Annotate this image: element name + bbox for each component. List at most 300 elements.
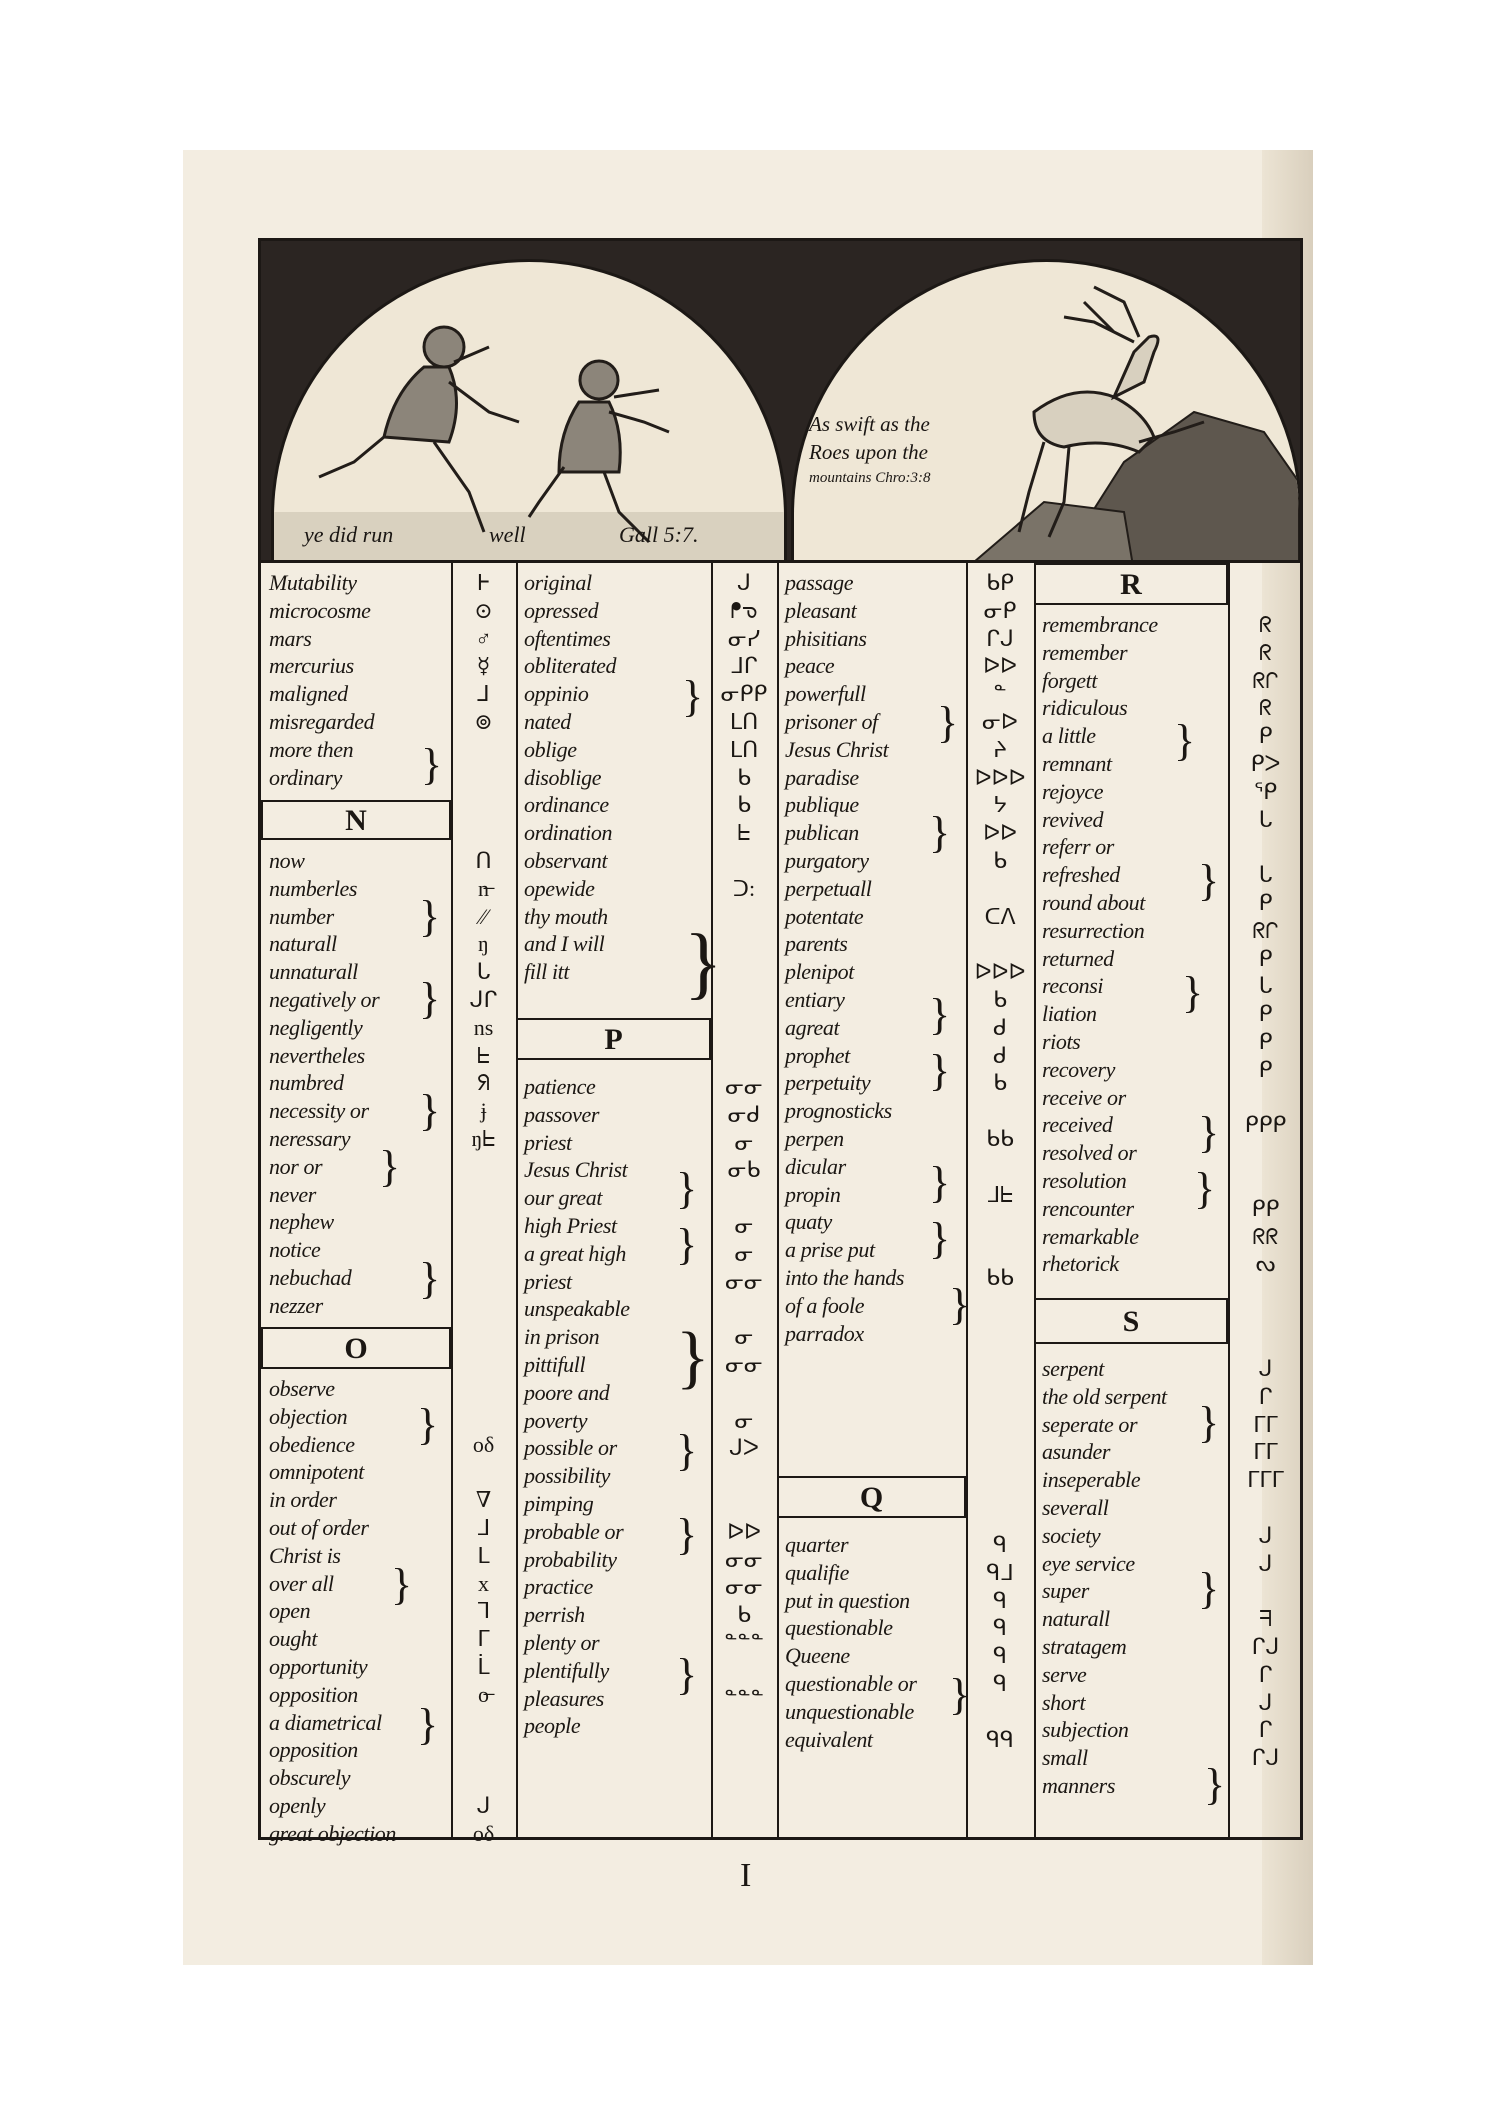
shorthand-glyph: ♂: [475, 625, 492, 651]
shorthand-glyphs: [711, 569, 777, 903]
brace-mark: }: [1182, 968, 1204, 1017]
brace-mark: }: [929, 1214, 951, 1263]
brace-mark: }: [676, 1510, 698, 1559]
brace-mark: }: [391, 1560, 413, 1609]
brace-mark: }: [419, 1254, 441, 1303]
shorthand-glyph: ᓂ: [734, 1212, 754, 1238]
word-entry: riots: [1042, 1028, 1081, 1054]
word-entry: prophet: [785, 1042, 850, 1068]
word-entry: opewide: [524, 875, 595, 901]
shorthand-glyph: ∇: [475, 1487, 492, 1513]
word-entry: revived: [1042, 806, 1104, 832]
shorthand-glyph: ᓐᓐᓐ: [724, 1685, 764, 1711]
section-letter: O: [344, 1332, 368, 1365]
word-entry: quarter: [785, 1532, 849, 1557]
col3-Q-list: [785, 1531, 960, 1753]
shorthand-glyph: ᑭᐳ: [1250, 750, 1281, 776]
shorthand-glyph: ᑯ: [993, 1042, 1007, 1068]
shorthand-glyphs: [451, 1375, 516, 1848]
shorthand-glyph: [451, 1764, 516, 1792]
shorthand-glyph: ᑲ: [993, 847, 1007, 873]
brace-mark: }: [1198, 1564, 1220, 1613]
shorthand-glyph: ᑲᑭ: [986, 570, 1014, 595]
shorthand-glyph: ᑭ: [1258, 1056, 1273, 1082]
word-entry: possibility: [524, 1463, 611, 1489]
word-entry: ridiculous: [1042, 695, 1128, 721]
column-3: [777, 563, 971, 1837]
word-entry: phisitians: [785, 625, 867, 651]
shorthand-glyph: ɉ: [480, 1098, 487, 1124]
shorthand-glyph: ᐅᐅᐅ: [974, 959, 1026, 985]
shorthand-glyph: x: [478, 1570, 489, 1596]
word-entry: never: [269, 1181, 316, 1207]
word-entry: original: [524, 570, 592, 595]
shorthand-glyph: ⅃: [477, 681, 490, 707]
shorthand-glyph: [711, 1462, 777, 1490]
left-caption-2: well: [489, 522, 526, 547]
shorthand-glyph: ᔭ: [993, 792, 1007, 818]
shorthand-glyph: [966, 1698, 1034, 1726]
section-header-P: [516, 1018, 711, 1060]
word-entry: returned: [1042, 945, 1114, 971]
word-entry: pleasures: [524, 1685, 604, 1711]
word-entry: parradox: [785, 1320, 864, 1346]
word-entry: eye service: [1042, 1550, 1135, 1576]
word-entry: questionable: [785, 1615, 893, 1641]
word-entry: rhetorick: [1042, 1251, 1119, 1277]
brace-mark: }: [1204, 1760, 1226, 1809]
shorthand-glyph: ᑯ: [993, 1014, 1007, 1040]
word-entry: priest: [524, 1268, 572, 1294]
word-entry: the old serpent: [1042, 1383, 1167, 1409]
shorthand-glyph: ᒪᑎ: [729, 736, 759, 762]
word-entry: subjection: [1042, 1717, 1129, 1743]
shorthand-glyph: ᒋ: [1258, 1383, 1273, 1409]
brace-mark: }: [929, 1158, 951, 1207]
word-entry: refreshed: [1042, 862, 1120, 888]
word-entry: in order: [269, 1487, 337, 1513]
word-entry: objection: [269, 1403, 348, 1429]
word-entry: resurrection: [1042, 917, 1145, 943]
word-entry: a diametrical: [269, 1709, 382, 1735]
word-entry: opportunity: [269, 1653, 368, 1679]
word-entry: nebuchad: [269, 1264, 352, 1290]
shorthand-glyph: ᒍ: [737, 570, 751, 595]
word-entry: nevertheles: [269, 1042, 365, 1068]
shorthand-glyph: ᒐ: [1258, 806, 1273, 832]
brace-mark: }: [1198, 1108, 1220, 1157]
shorthand-glyph: ᓂᑯ: [727, 1101, 761, 1127]
shorthand-glyph: ᓂ: [734, 1324, 754, 1350]
brace-mark: }: [379, 1142, 401, 1191]
word-entry: patience: [524, 1074, 596, 1099]
shorthand-glyph: ᑫ: [993, 1670, 1007, 1696]
shorthand-glyph: ᒋᒍ: [986, 625, 1014, 651]
shorthand-glyph: [711, 847, 777, 875]
right-caption-2: Roes upon the: [809, 440, 928, 464]
shorthand-glyph: ᒍ: [1258, 1689, 1273, 1715]
word-entry: ordinary: [269, 764, 342, 790]
shorthand-glyph: ᐅᐅ: [727, 1518, 761, 1544]
shorthand-glyph: ᑎ: [475, 848, 492, 873]
shorthand-glyph: ᑭ: [1258, 723, 1273, 749]
word-entry: super: [1042, 1578, 1089, 1604]
shorthand-glyph: ᒍᒋ: [469, 986, 498, 1012]
shorthand-glyph: ⊙: [474, 597, 493, 623]
word-entry: obliterated: [524, 653, 617, 679]
shorthand-glyph: ᑲ: [737, 792, 751, 818]
shorthand-glyph: ᐅᐅ: [983, 653, 1017, 679]
word-entry: naturall: [1042, 1606, 1110, 1632]
word-entry: referr or: [1042, 834, 1114, 860]
shorthand-glyph: ᓂᓂ: [725, 1574, 763, 1600]
word-entry: necessity or: [269, 1098, 369, 1124]
shorthand-glyph: [451, 1709, 516, 1737]
shorthand-glyph: [451, 764, 516, 792]
section-letter: R: [1120, 568, 1142, 601]
brace-mark: }: [1174, 716, 1196, 765]
word-entry: our great: [524, 1185, 603, 1211]
word-entry: inseperable: [1042, 1467, 1141, 1493]
shorthand-glyph: ᖇᒋ: [1252, 667, 1279, 693]
section-header-Q: [777, 1476, 966, 1518]
word-entry: a prise put: [785, 1237, 875, 1263]
brace-mark: }: [949, 1670, 971, 1719]
word-entry: prisoner of: [785, 708, 878, 734]
shorthand-glyph: ᒪᑎ: [729, 708, 759, 734]
word-entry: rejoyce: [1042, 778, 1104, 804]
shorthand-glyph: ᒫ: [477, 1653, 490, 1679]
shorthand-glyph: ᑐ:: [732, 875, 756, 901]
word-entry: stratagem: [1042, 1633, 1127, 1659]
shorthand-glyph: [711, 1490, 777, 1518]
shorthand-glyph: ᓂᑭᑭ: [720, 681, 768, 707]
word-entry: naturall: [269, 931, 337, 957]
shorthand-glyphs: [1228, 1355, 1303, 1772]
brace-mark: }: [929, 808, 951, 857]
shorthand-glyphs: [1228, 611, 1303, 1278]
word-entry: seperate or: [1042, 1411, 1138, 1437]
word-entry: open: [269, 1598, 311, 1624]
shorthand-glyph: [1228, 1577, 1303, 1605]
word-entry: remembrance: [1042, 612, 1158, 637]
word-entry: nated: [524, 708, 571, 734]
shorthand-glyph: ᓂᓂ: [725, 1351, 763, 1377]
word-entry: unnaturall: [269, 959, 358, 985]
shorthand-glyph: ᓐ: [993, 681, 1007, 707]
shorthand-glyph: ns: [473, 1014, 494, 1040]
word-entry: Mutability: [269, 570, 357, 595]
word-entry: Christ is: [269, 1542, 341, 1568]
word-entry: negatively or: [269, 986, 380, 1012]
word-entry: remnant: [1042, 750, 1112, 776]
brace-mark: }: [676, 1650, 698, 1699]
shorthand-column-4: [1228, 563, 1303, 1837]
shorthand-glyphs: [966, 569, 1034, 1292]
brace-mark: }: [929, 990, 951, 1039]
word-entry: fill itt: [524, 959, 570, 985]
shorthand-glyph: [966, 1208, 1034, 1236]
word-entry: resolved or: [1042, 1140, 1137, 1166]
shorthand-glyph: ☿: [476, 653, 491, 679]
shorthand-glyph: ᑫ: [993, 1587, 1007, 1613]
shorthand-glyph: ᒐ: [476, 959, 491, 985]
shorthand-glyph: ᑫᑫ: [986, 1726, 1014, 1752]
word-entry: agreat: [785, 1014, 840, 1040]
word-entry: put in question: [785, 1587, 910, 1613]
shorthand-glyph: oδ: [472, 1431, 495, 1457]
shorthand-glyph: ᑲ: [993, 1070, 1007, 1096]
word-entry: remember: [1042, 639, 1128, 665]
shorthand-column-3: [966, 563, 1034, 1837]
shorthand-glyph: ᓂ: [734, 1407, 754, 1433]
word-entry: a great high: [524, 1240, 626, 1266]
shorthand-glyph: [1228, 1167, 1303, 1195]
shorthand-glyph: ᖶ: [476, 1042, 491, 1068]
brace-mark: }: [949, 1280, 971, 1329]
brace-mark: }: [682, 672, 704, 721]
word-entry: manners: [1042, 1772, 1115, 1798]
shorthand-glyph: ᑭ: [1258, 1028, 1273, 1054]
word-entry: observant: [524, 847, 608, 873]
word-entry: publican: [785, 820, 859, 846]
word-entry: numbred: [269, 1070, 344, 1096]
shorthand-glyph: ᓂ: [734, 1240, 754, 1266]
word-entry: unquestionable: [785, 1698, 914, 1724]
section-header-R: [1034, 563, 1228, 605]
word-entry: dicular: [785, 1153, 846, 1179]
word-entry: equivalent: [785, 1726, 873, 1752]
word-entry: omnipotent: [269, 1459, 364, 1485]
shorthand-column-2: [711, 563, 777, 1837]
shorthand-glyph: [711, 1184, 777, 1212]
word-entry: opposition: [269, 1681, 358, 1707]
shorthand-glyph: [1228, 833, 1303, 861]
word-entry: perrish: [524, 1602, 585, 1628]
shorthand-glyph: n̶: [478, 875, 489, 901]
word-entry: number: [269, 903, 334, 929]
shorthand-glyph: ᑲ: [993, 986, 1007, 1012]
word-entry: Jesus Christ: [524, 1157, 628, 1183]
shorthand-glyph: ᑭᑭᑭ: [1244, 1112, 1287, 1138]
engraved-banner: [258, 238, 1303, 563]
word-entry: resolution: [1042, 1167, 1127, 1193]
brace-mark: }: [937, 698, 959, 747]
shorthand-glyph: Ꮀ: [477, 570, 490, 595]
shorthand-glyph: ᒧᖶ: [986, 1181, 1014, 1207]
word-entry: short: [1042, 1689, 1086, 1715]
brace-mark: }: [676, 1220, 698, 1269]
word-entry: numberles: [269, 875, 358, 901]
shorthand-glyph: ᑫ: [993, 1532, 1007, 1557]
word-entry: over all: [269, 1570, 334, 1596]
word-entry: practice: [524, 1574, 593, 1600]
shorthand-glyph: ᒧ: [476, 1514, 491, 1540]
shorthand-glyph: ᓂᓂ: [725, 1074, 763, 1099]
word-entry: severall: [1042, 1494, 1109, 1520]
brace-mark: }: [419, 1086, 441, 1135]
word-entry: Queene: [785, 1643, 850, 1669]
shorthand-glyph: ŋ: [478, 931, 489, 957]
page-number: I: [740, 1856, 752, 1893]
word-entry: purgatory: [785, 847, 869, 873]
shorthand-glyph: ᒥᒥ: [1253, 1411, 1278, 1437]
shorthand-glyph: [711, 1295, 777, 1323]
word-entry: ought: [269, 1626, 318, 1652]
shorthand-glyph: ⁄⁄: [479, 903, 488, 929]
word-entry: plentifully: [524, 1657, 609, 1683]
column-2: [516, 563, 723, 1837]
shorthand-glyph: ᒪ: [477, 1542, 490, 1568]
word-entry: poverty: [524, 1407, 588, 1433]
shorthand-glyph: ᑫ: [993, 1643, 1007, 1669]
word-entry: observe: [269, 1376, 335, 1401]
shorthand-glyph: ᑫᒧ: [986, 1559, 1014, 1585]
shorthand-glyph: [1228, 1139, 1303, 1167]
section-header-S: [1034, 1298, 1228, 1344]
word-entry: unspeakable: [524, 1296, 630, 1322]
shorthand-glyph: ᒋᒍ: [1251, 1745, 1280, 1771]
shorthand-glyph: [966, 1236, 1034, 1264]
shorthand-glyphs: [711, 1073, 777, 1712]
shorthand-glyph: ᒥ: [477, 1626, 490, 1652]
word-entry: negligently: [269, 1014, 363, 1040]
word-entry: reconsi: [1042, 973, 1104, 999]
word-entry: qualifie: [785, 1559, 850, 1585]
shorthand-glyph: ᓂᐅ: [982, 708, 1018, 734]
word-entry: pittifull: [524, 1351, 586, 1377]
shorthand-glyph: ᖇ: [1258, 612, 1273, 637]
word-entry: propin: [785, 1181, 841, 1207]
word-entry: recovery: [1042, 1056, 1115, 1082]
shorthand-glyph: ᖷ: [1258, 1606, 1273, 1632]
word-entry: potentate: [785, 903, 864, 929]
running-men-engraving: [274, 262, 784, 563]
shorthand-glyph: ᑭᑭ: [1251, 1195, 1280, 1221]
shorthand-glyph: ᐅᐅᐅ: [974, 764, 1026, 790]
shorthand-glyph: [451, 736, 516, 764]
left-caption-1: ye did run: [304, 522, 394, 547]
shorthand-glyph: ᒐ: [1258, 862, 1273, 888]
section-letter: P: [604, 1023, 623, 1056]
shorthand-glyph: [451, 1403, 516, 1431]
shorthand-glyph: ᑭ: [1258, 889, 1273, 915]
word-entry: now: [269, 848, 305, 873]
brace-mark: }: [676, 1426, 698, 1475]
word-entry: possible or: [524, 1435, 617, 1461]
word-entry: plenipot: [785, 959, 854, 985]
word-entry: questionable or: [785, 1670, 917, 1696]
word-entry: a little: [1042, 723, 1096, 749]
shorthand-glyph: ᒥᒥ: [1253, 1439, 1278, 1465]
word-entry: pimping: [524, 1490, 594, 1516]
shorthand-glyph: ᓂᓂ: [725, 1546, 763, 1572]
word-entry: great objection: [269, 1820, 396, 1846]
right-arch-illustration: [791, 259, 1302, 563]
brace-mark: }: [676, 1164, 698, 1213]
word-entry: ordination: [524, 820, 613, 846]
brace-mark: }: [419, 974, 441, 1023]
word-entry: passover: [524, 1101, 600, 1127]
word-entry: out of order: [269, 1514, 369, 1540]
shorthand-glyphs: [451, 569, 516, 791]
shorthand-glyph: [711, 1379, 777, 1407]
right-caption-1: As swift as the: [809, 412, 930, 436]
word-entry: opressed: [524, 597, 599, 623]
word-entry: disoblige: [524, 764, 602, 790]
word-entry: perpetuity: [785, 1070, 871, 1096]
word-entry: receive or: [1042, 1084, 1126, 1110]
shorthand-column-1: [451, 563, 516, 1846]
shorthand-glyph: ᑲ: [737, 764, 751, 790]
brace-mark: }: [417, 1400, 439, 1449]
shorthand-glyph: ᖇᖇ: [1252, 1223, 1279, 1249]
word-entry: high Priest: [524, 1212, 617, 1238]
shorthand-glyph: ᑲᑲ: [986, 1125, 1014, 1151]
word-entry: prognosticks: [785, 1098, 892, 1124]
word-entry: and I will: [524, 931, 605, 957]
word-entry: priest: [524, 1129, 572, 1155]
shorthand-glyph: ᒍ: [1258, 1550, 1273, 1576]
word-entry: powerfull: [785, 681, 866, 707]
word-entry: into the hands: [785, 1264, 905, 1290]
word-entry: ordinance: [524, 792, 609, 818]
word-entry: mars: [269, 625, 312, 651]
brace-mark: }: [417, 1700, 439, 1749]
shorthand-glyph: ᖆ: [476, 1070, 491, 1096]
shorthand-glyph: ᓂᓂ: [725, 1268, 763, 1294]
word-entry: liation: [1042, 1001, 1097, 1027]
left-caption-3: Gall 5:7.: [619, 522, 699, 547]
shorthand-glyph: ᓂᑭ: [983, 597, 1017, 623]
col4-S-list: [1042, 1355, 1222, 1800]
shorthand-glyph: ᔨ: [993, 736, 1007, 762]
word-entry: poore and: [524, 1379, 610, 1405]
section-letter: S: [1122, 1305, 1140, 1338]
word-entry: peace: [785, 653, 835, 679]
word-entry: paradise: [785, 764, 859, 790]
word-entry: more then: [269, 736, 354, 762]
word-entry: Jesus Christ: [785, 736, 889, 762]
shorthand-glyphs: [451, 847, 516, 1153]
shorthand-glyph: ᕿ: [1253, 778, 1278, 804]
shorthand-glyph: [966, 1153, 1034, 1181]
word-entry: society: [1042, 1522, 1101, 1548]
word-entry: asunder: [1042, 1439, 1111, 1465]
word-entry: plenty or: [524, 1629, 600, 1655]
shorthand-glyph: oδ: [472, 1820, 495, 1846]
word-entry: serve: [1042, 1661, 1087, 1687]
left-arch-illustration: [271, 259, 787, 563]
word-entry: pleasant: [785, 597, 857, 623]
shorthand-glyph: ⊚: [474, 708, 493, 734]
shorthand-glyph: ᖇᒋ: [1252, 917, 1279, 943]
word-entry: opposition: [269, 1737, 358, 1763]
shorthand-glyph: ᒣ: [476, 1598, 491, 1624]
word-entry: obedience: [269, 1431, 355, 1457]
word-entry: probability: [524, 1546, 617, 1572]
shorthand-glyph: ᖇ: [1258, 695, 1273, 721]
word-entry: rencounter: [1042, 1195, 1134, 1221]
col1-lead-list: [269, 569, 445, 791]
word-entry: passage: [785, 570, 854, 595]
word-entry: people: [524, 1713, 581, 1739]
shorthand-glyph: ᒋᒍ: [1251, 1633, 1280, 1659]
word-entry: in prison: [524, 1324, 600, 1350]
word-entry: probable or: [524, 1518, 624, 1544]
shorthand-glyph: ᓂᓯ: [727, 625, 760, 651]
shorthand-glyph: ᖶ: [737, 820, 751, 846]
